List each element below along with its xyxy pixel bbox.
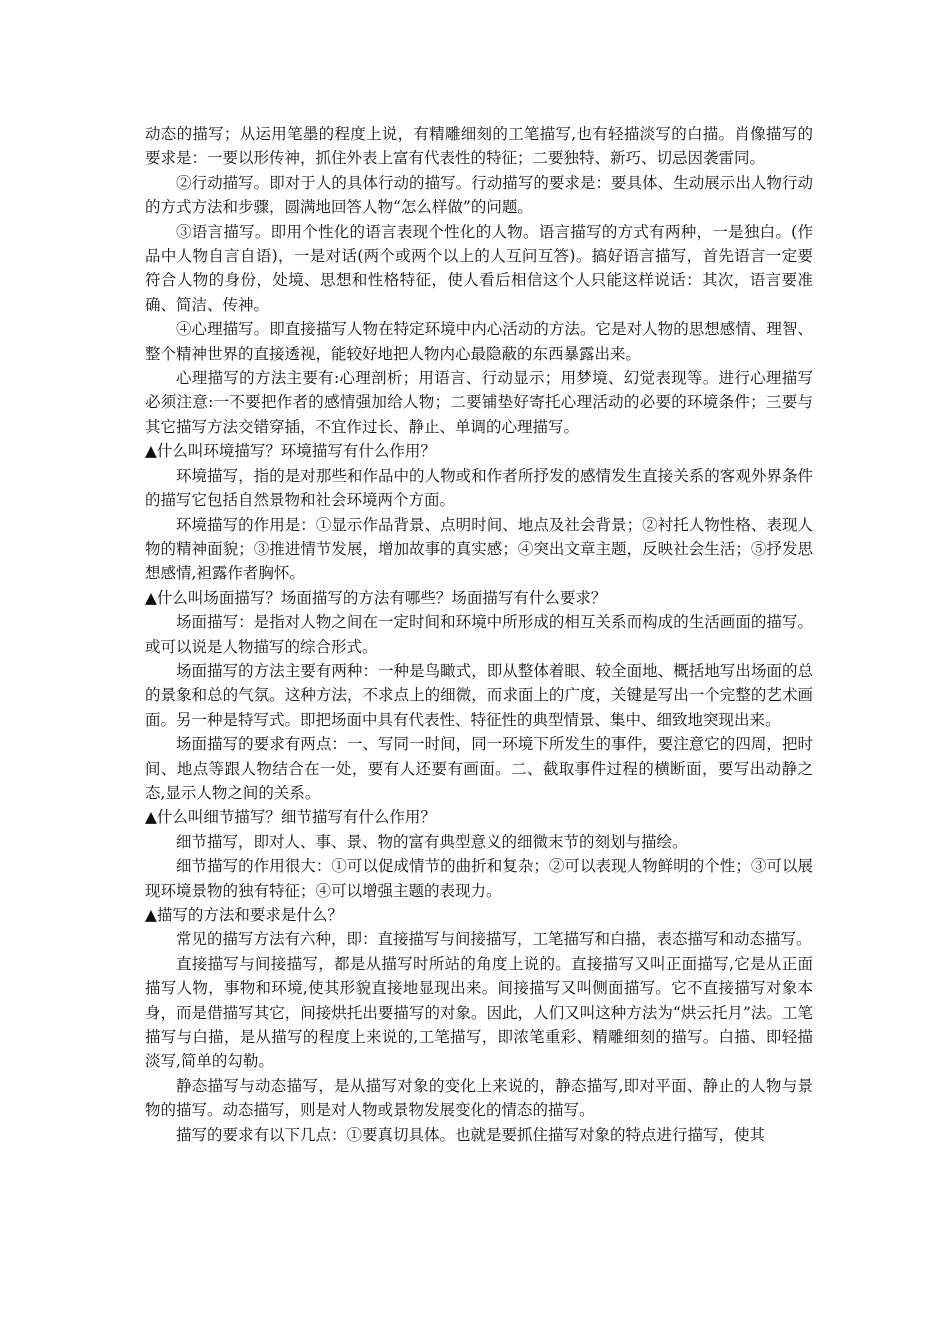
paragraph: 描写的要求有以下几点：①要真切具体。也就是要抓住描写对象的特点进行描写，使其: [176, 1125, 766, 1144]
paragraph: ②行动描写。即对于人的具体行动的描写。行动描写的要求是：要具体、生动展示出人物行动的方式方法和步骤，圆满地回答人物“怎么样做”的问题。: [145, 173, 813, 217]
paragraph: 场面描写：是指对人物之间在一定时间和环境中所形成的相互关系而构成的生活画面的描写。或可以说是人物描写的综合形式。: [145, 613, 813, 656]
paragraph: 直接描写与间接描写，都是从描写时所站的角度上说的。直接描写又叫正面描写,它是从正面描写人物，事物和环境,使其形貌直接地显现出来。间接描写又叫侧面描写。它不直接描写对象本身，而是借描写其它，间接烘托出要描写的对象。因此，人们又叫这种方法为“烘云托月”法。工笔描写与白描，是从描写的程度上来说的,工笔描写，即浓笔重彩、精雕细刻的描写。白描、即轻描淡写,简单的勾勒。: [145, 954, 813, 1071]
section-heading: ▲什么叫场面描写？场面描写的方法有哪些？场面描写有什么要求？: [145, 588, 607, 607]
document-page: [145, 122, 813, 1147]
paragraph: 心理描写的方法主要有:心理剖析；用语言、行动显示；用梦境、幻觉表现等。进行心理描写必须注意:一不要把作者的感情强加给人物；二要铺垫好寄托心理活动的必要的环境条件；三要与其它描写方法交错穿插，不宜作过长、静止、单调的心理描写。: [145, 369, 813, 436]
paragraph: ③语言描写。即用个性化的语言表现个性化的人物。语言描写的方式有两种，一是独白。(作品中人物自言自语)，一是对话(两个或两个以上的人互问互答)。搞好语言描写，首先语言一定要符合人物的身份，处境、思想和性格特征，使人看后相信这个人只能这样说话：其次，语言要准确、简洁、传神。: [145, 222, 813, 314]
paragraph: 场面描写的方法主要有两种：一种是鸟瞰式，即从整体着眼、较全面地、概括地写出场面的总的景象和总的气氛。这种方法，不求点上的细微，而求面上的广度，关键是写出一个完整的艺术画面。另一种是特写式。即把场面中具有代表性、特征性的典型情景、集中、细致地突现出来。: [145, 661, 813, 729]
paragraph: ④心理描写。即直接描写人物在特定环境中内心活动的方法。它是对人物的思想感情、理智、整个精神世界的直接透视，能较好地把人物内心最隐蔽的东西暴露出来。: [145, 320, 813, 363]
paragraph: 细节描写，即对人、事、景、物的富有典型意义的细微末节的刻划与描绘。: [176, 832, 688, 851]
paragraph: 环境描写的作用是：①显示作品背景、点明时间、地点及社会背景；②衬托人物性格、表现人物的精神面貌；③推进情节发展，增加故事的真实感；④突出文章主题，反映社会生活；⑤抒发思想感情,袒露作者胸怀。: [145, 515, 813, 583]
paragraph: 环境描写，指的是对那些和作品中的人物或和作者所抒发的感情发生直接关系的客观外界条件的描写它包括自然景物和社会环境两个方面。: [145, 466, 813, 510]
paragraph: 动态的描写；从运用笔墨的程度上说，有精雕细刻的工笔描写,也有轻描淡写的白描。肖像描写的要求是：一要以形传神，抓住外表上富有代表性的特征；二要独特、新巧、切忌因袭雷同。: [145, 125, 813, 168]
section-heading: ▲什么叫细节描写？细节描写有什么作用？: [145, 808, 436, 827]
paragraph: 常见的描写方法有六种，即：直接描写与间接描写，工笔描写和白描，表态描写和动态描写。: [176, 930, 812, 949]
paragraph: 细节描写的作用很大：①可以促成情节的曲折和复杂；②可以表现人物鲜明的个性；③可以展现环境景物的独有特征；④可以增强主题的表现力。: [145, 857, 813, 900]
paragraph: 场面描写的要求有两点：一、写同一时间，同一环境下所发生的事件，要注意它的四周，把时间、地点等跟人物结合在一处，要有人还要有画面。二、截取事件过程的横断面，要写出动静之态,显示人物之间的关系。: [145, 735, 813, 802]
section-heading: ▲描写的方法和要求是什么？: [145, 906, 343, 924]
section-heading: ▲什么叫环境描写？环境描写有什么作用？: [145, 442, 436, 461]
paragraph: 静态描写与动态描写，是从描写对象的变化上来说的，静态描写,即对平面、静止的人物与景物的描写。动态描写，则是对人物或景物发展变化的情态的描写。: [145, 1076, 813, 1120]
